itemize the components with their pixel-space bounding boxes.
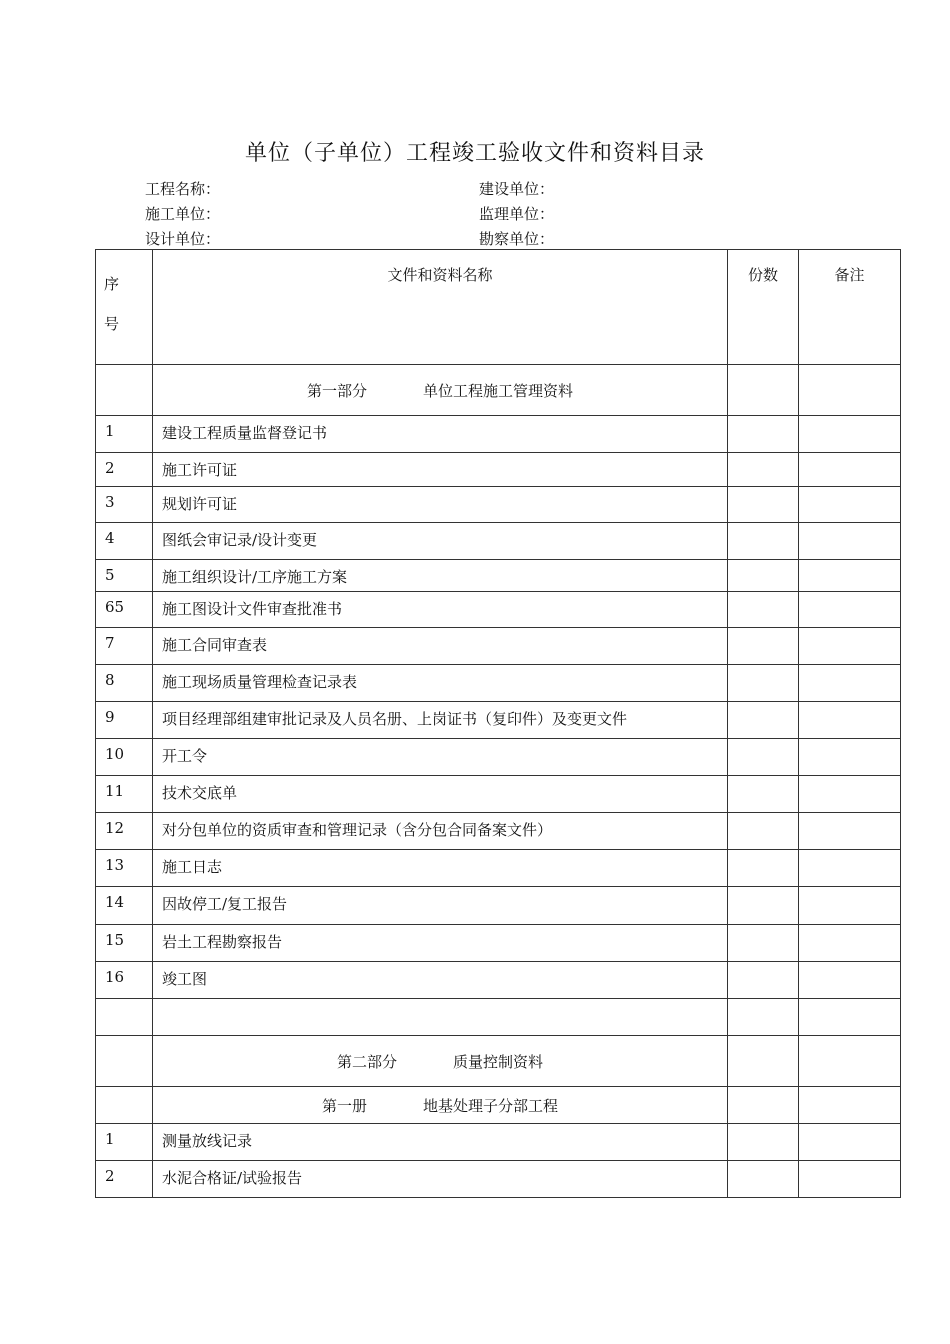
row-document-name: 因故停工/复工报告 xyxy=(153,887,728,925)
table-row xyxy=(96,739,901,776)
row-document-name: 施工许可证 xyxy=(153,453,728,487)
row-count-cell xyxy=(728,592,799,628)
row-note-cell xyxy=(799,665,901,702)
document-table xyxy=(95,249,901,1198)
table-row xyxy=(96,776,901,813)
row-count-cell xyxy=(728,776,799,813)
row-count-cell xyxy=(728,813,799,850)
table-row xyxy=(96,962,901,999)
table-row xyxy=(96,592,901,628)
row-document-name: 施工组织设计/工序施工方案 xyxy=(153,560,728,592)
table-header-row xyxy=(96,250,901,365)
header-count: 份数 xyxy=(728,250,799,365)
survey-unit-label: 勘察单位： xyxy=(479,230,555,248)
table-row xyxy=(96,887,901,925)
row-note-cell xyxy=(799,453,901,487)
row-number: 12 xyxy=(96,813,153,850)
row-document-name: 图纸会审记录/设计变更 xyxy=(153,523,728,560)
row-number: 7 xyxy=(96,628,153,665)
row-number: 1 xyxy=(96,416,153,453)
row-note-cell xyxy=(799,962,901,999)
row-count-cell xyxy=(728,702,799,739)
row-number: 4 xyxy=(96,523,153,560)
supervise-unit-label: 监理单位： xyxy=(479,205,555,223)
row-number: 65 xyxy=(96,592,153,628)
row-count-cell xyxy=(728,887,799,925)
section-row-part2 xyxy=(96,1036,901,1087)
row-note-cell xyxy=(799,1124,901,1161)
row-count-cell xyxy=(728,739,799,776)
row-document-name: 对分包单位的资质审查和管理记录（含分包合同备案文件） xyxy=(153,813,728,850)
row-note-cell xyxy=(799,487,901,523)
row-note-cell xyxy=(799,523,901,560)
row-number: 2 xyxy=(96,453,153,487)
table-row xyxy=(96,628,901,665)
table-row xyxy=(96,523,901,560)
table-row xyxy=(96,665,901,702)
page-title: 单位（子单位）工程竣工验收文件和资料目录 xyxy=(244,141,705,166)
header-name: 文件和资料名称 xyxy=(153,250,728,365)
row-number: 1 xyxy=(96,1124,153,1161)
row-document-name: 项目经理部组建审批记录及人员名册、上岗证书（复印件）及变更文件 xyxy=(153,702,728,739)
row-number: 8 xyxy=(96,665,153,702)
row-number: 2 xyxy=(96,1161,153,1198)
row-count-cell xyxy=(728,925,799,962)
row-count-cell xyxy=(728,665,799,702)
project-name-label: 工程名称： xyxy=(145,180,221,198)
row-count-cell xyxy=(728,560,799,592)
row-count-cell xyxy=(728,1124,799,1161)
table-row xyxy=(96,1161,901,1198)
table-row xyxy=(96,1124,901,1161)
row-document-name: 开工令 xyxy=(153,739,728,776)
design-unit-label: 设计单位： xyxy=(145,230,221,248)
row-count-cell xyxy=(728,453,799,487)
section-row-part1 xyxy=(96,365,901,416)
table-row xyxy=(96,850,901,887)
row-count-cell xyxy=(728,850,799,887)
row-document-name: 水泥合格证/试验报告 xyxy=(153,1161,728,1198)
header-note: 备注 xyxy=(799,250,901,365)
row-note-cell xyxy=(799,887,901,925)
row-document-name: 测量放线记录 xyxy=(153,1124,728,1161)
table-row xyxy=(96,560,901,592)
row-document-name: 规划许可证 xyxy=(153,487,728,523)
row-number: 13 xyxy=(96,850,153,887)
row-number: 16 xyxy=(96,962,153,999)
row-note-cell xyxy=(799,925,901,962)
row-count-cell xyxy=(728,416,799,453)
row-document-name: 竣工图 xyxy=(153,962,728,999)
section-title-part1: 第一部分 单位工程施工管理资料 xyxy=(153,365,728,416)
row-note-cell xyxy=(799,560,901,592)
row-document-name: 施工图设计文件审查批准书 xyxy=(153,592,728,628)
row-note-cell xyxy=(799,776,901,813)
row-note-cell xyxy=(799,416,901,453)
section-title-part2: 第二部分 质量控制资料 xyxy=(153,1036,728,1087)
row-note-cell xyxy=(799,813,901,850)
row-count-cell xyxy=(728,487,799,523)
row-number: 9 xyxy=(96,702,153,739)
row-document-name: 施工合同审查表 xyxy=(153,628,728,665)
row-number: 5 xyxy=(96,560,153,592)
row-number: 10 xyxy=(96,739,153,776)
row-count-cell xyxy=(728,628,799,665)
row-number: 14 xyxy=(96,887,153,925)
blank-row xyxy=(96,999,901,1036)
row-count-cell xyxy=(728,962,799,999)
construct-unit-label: 施工单位： xyxy=(145,205,221,223)
row-note-cell xyxy=(799,850,901,887)
row-document-name: 建设工程质量监督登记书 xyxy=(153,416,728,453)
row-document-name: 技术交底单 xyxy=(153,776,728,813)
subsection-row-vol1 xyxy=(96,1087,901,1124)
row-note-cell xyxy=(799,1161,901,1198)
table-row xyxy=(96,453,901,487)
build-unit-label: 建设单位： xyxy=(479,180,555,198)
table-row xyxy=(96,702,901,739)
header-seq: 序 号 xyxy=(96,250,153,365)
table-row xyxy=(96,487,901,523)
row-document-name: 岩土工程勘察报告 xyxy=(153,925,728,962)
table-row xyxy=(96,925,901,962)
row-document-name: 施工现场质量管理检查记录表 xyxy=(153,665,728,702)
row-document-name: 施工日志 xyxy=(153,850,728,887)
row-count-cell xyxy=(728,1161,799,1198)
row-note-cell xyxy=(799,702,901,739)
row-number: 3 xyxy=(96,487,153,523)
table-row xyxy=(96,416,901,453)
row-note-cell xyxy=(799,592,901,628)
table-row xyxy=(96,813,901,850)
row-number: 11 xyxy=(96,776,153,813)
row-count-cell xyxy=(728,523,799,560)
row-note-cell xyxy=(799,739,901,776)
subsection-title-vol1: 第一册 地基处理子分部工程 xyxy=(153,1087,728,1124)
row-number: 15 xyxy=(96,925,153,962)
row-note-cell xyxy=(799,628,901,665)
